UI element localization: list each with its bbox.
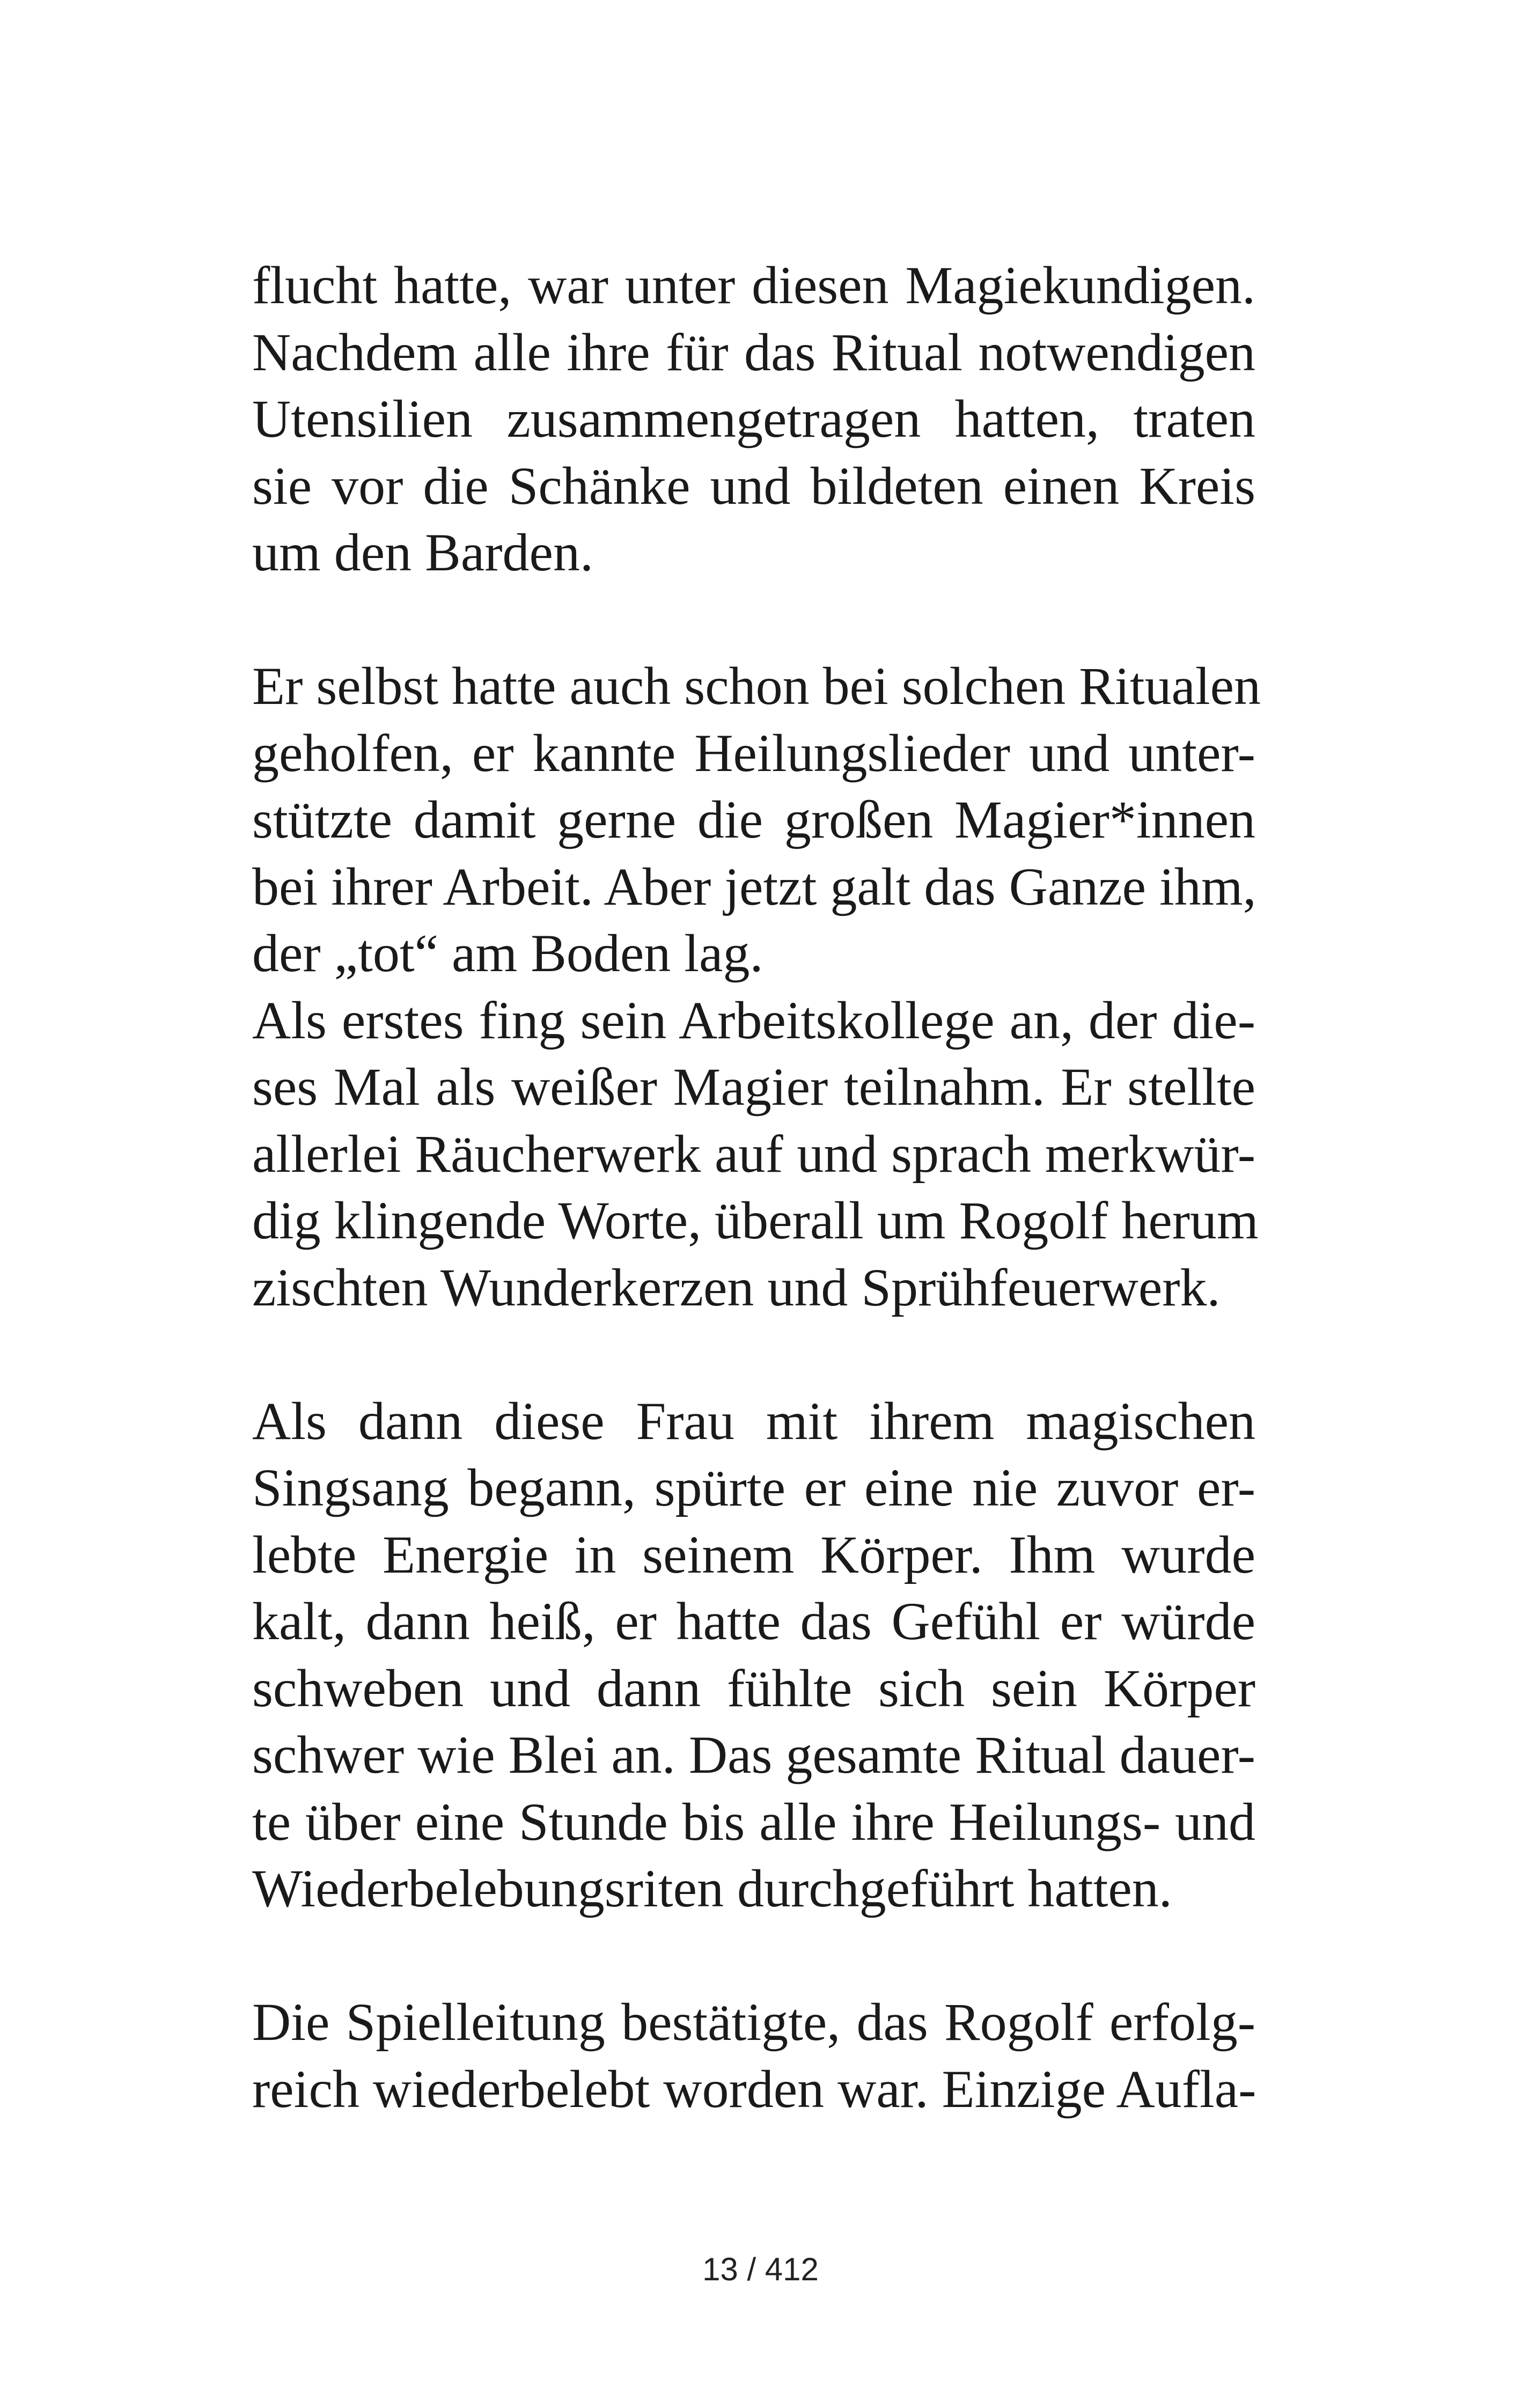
text-line: reich wiederbelebt worden war. Einzige Aufla- bbox=[252, 2059, 1257, 2119]
text-line: kalt, dann heiß, er hatte das Gefühl er würde bbox=[252, 1591, 1255, 1651]
text-line: stützte damit gerne die großen Magier*innen bbox=[252, 790, 1255, 849]
text-line: lebte Energie in seinem Körper. Ihm wurde bbox=[252, 1524, 1255, 1584]
text-line: zischten Wunderkerzen und Sprühfeuerwerk. bbox=[252, 1257, 1221, 1317]
paragraph-gap bbox=[252, 1922, 1255, 1989]
paragraph bbox=[252, 252, 1255, 586]
paragraph-gap bbox=[252, 1321, 1255, 1388]
text-line: um den Barden. bbox=[252, 523, 593, 582]
text-line: flucht hatte, war unter diesen Magiekundigen. bbox=[252, 255, 1255, 315]
text-line: allerlei Räucherwerk auf und sprach merkwür- bbox=[252, 1124, 1255, 1184]
text-line: sie vor die Schänke und bildeten einen Kreis bbox=[252, 456, 1255, 516]
text-line: ses Mal als weißer Magier teilnahm. Er stellte bbox=[252, 1057, 1255, 1117]
text-line: Wiederbelebungsriten durchgeführt hatten. bbox=[252, 1859, 1172, 1918]
text-line: der „tot“ am Boden lag. bbox=[252, 923, 763, 983]
paragraph bbox=[252, 1388, 1255, 1922]
text-line: Singsang begann, spürte er eine nie zuvor er- bbox=[252, 1458, 1255, 1517]
paragraph-gap bbox=[252, 586, 1255, 654]
text-line: schwer wie Blei an. Das gesamte Ritual dauer- bbox=[252, 1725, 1255, 1785]
text-line: dig klingende Worte, überall um Rogolf herum bbox=[252, 1191, 1259, 1250]
text-line: bei ihrer Arbeit. Aber jetzt galt das Ganze ihm, bbox=[252, 856, 1257, 916]
text-line: schweben und dann fühlte sich sein Körper bbox=[252, 1658, 1255, 1718]
page-number: 13 / 412 bbox=[702, 2251, 819, 2287]
text-line: Utensilien zusammengetragen hatten, traten bbox=[252, 389, 1255, 449]
paragraph bbox=[252, 987, 1259, 1322]
paragraph bbox=[252, 1989, 1255, 2123]
text-line: Er selbst hatte auch schon bei solchen Ritualen bbox=[252, 656, 1261, 716]
text-line: te über eine Stunde bis alle ihre Heilungs- und bbox=[252, 1792, 1255, 1852]
book-text bbox=[252, 252, 1261, 2123]
paragraph bbox=[252, 653, 1261, 987]
text-line: Die Spielleitung bestätigte, das Rogolf erfolg- bbox=[252, 1992, 1255, 2052]
text-line: Nachdem alle ihre für das Ritual notwendigen bbox=[252, 322, 1255, 382]
text-line: geholfen, er kannte Heilungslieder und unter- bbox=[252, 723, 1255, 783]
text-line: Als dann diese Frau mit ihrem magischen bbox=[252, 1391, 1255, 1451]
text-line: Als erstes fing sein Arbeitskollege an, der die- bbox=[252, 990, 1255, 1050]
